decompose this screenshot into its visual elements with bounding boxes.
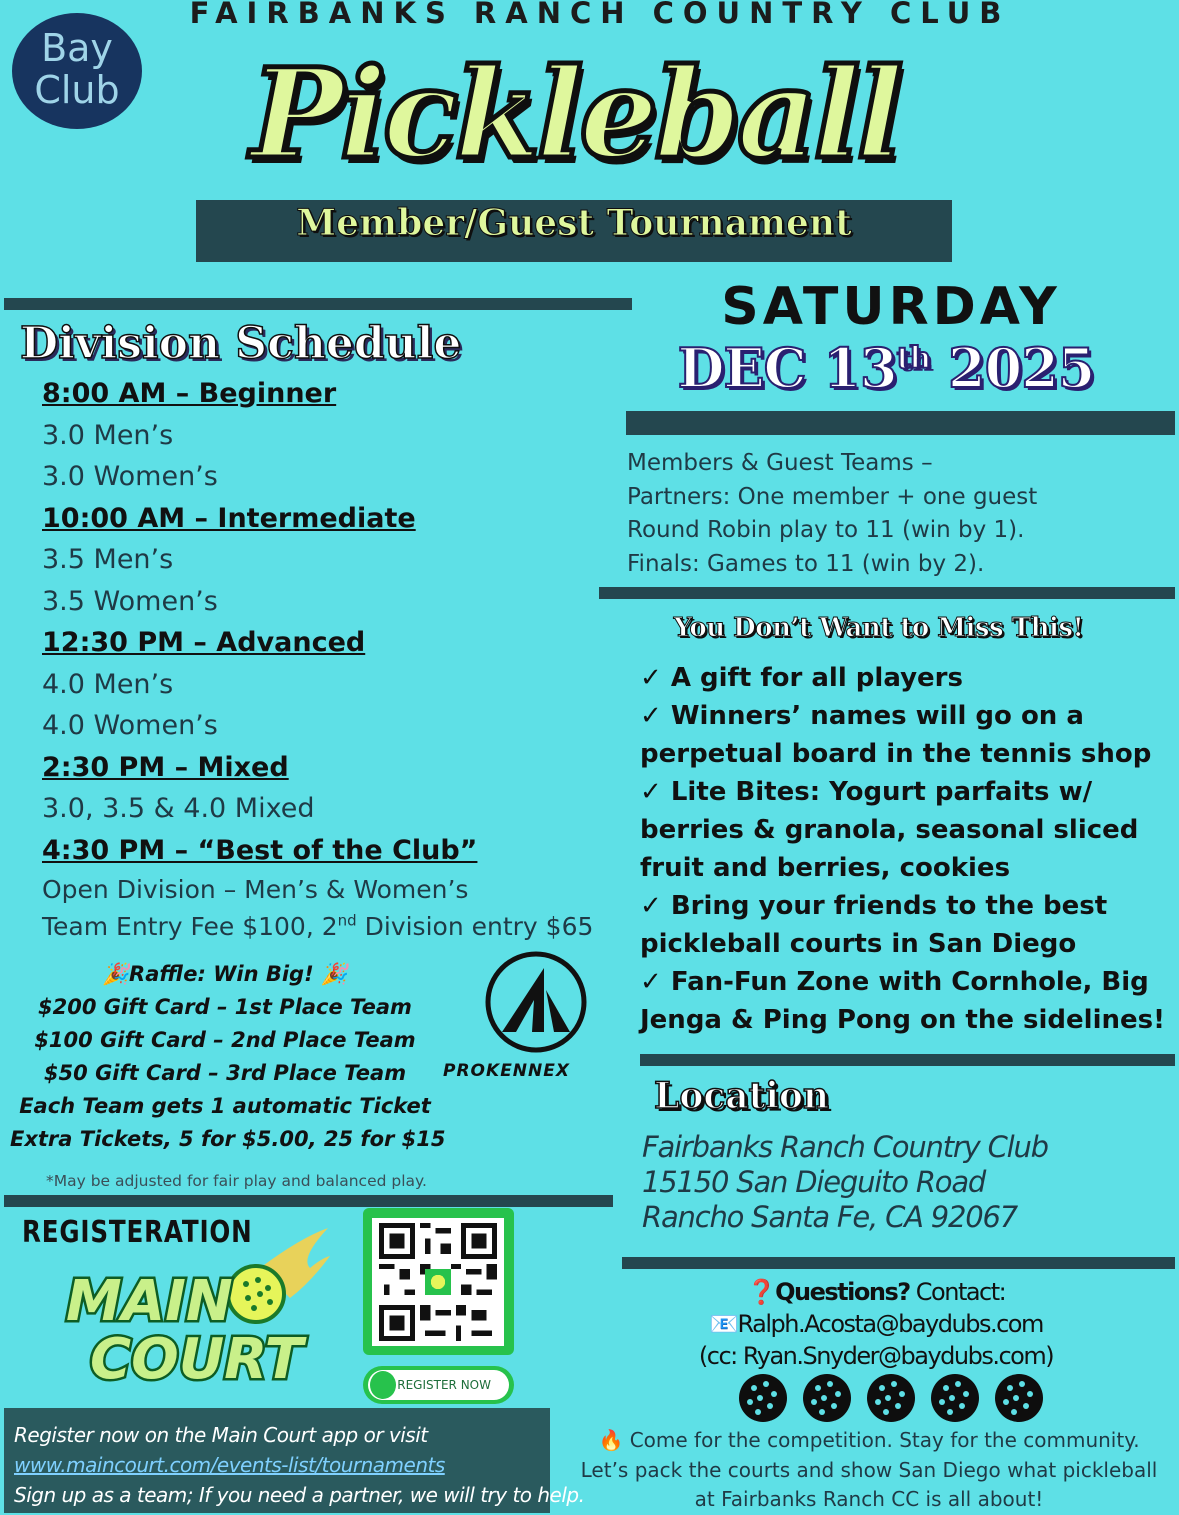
location-address bbox=[642, 1130, 1048, 1235]
prokennex-wordmark bbox=[443, 1061, 570, 1081]
registration-title: REGISTERATION bbox=[22, 1215, 253, 1250]
bay-club-logo-line2: Club bbox=[34, 68, 120, 112]
schedule-line: 2:30 PM – Mixed bbox=[42, 751, 289, 783]
perks-list bbox=[640, 659, 1165, 1039]
closing-line: at Fairbanks Ranch CC is all about! bbox=[694, 1487, 1044, 1511]
schedule-line: 4.0 Men’s bbox=[42, 668, 174, 700]
schedule-line: 4:30 PM – “Best of the Club” bbox=[42, 834, 478, 866]
event-date-suffix: th bbox=[896, 341, 931, 376]
location-line: 15150 San Dieguito Road bbox=[642, 1165, 986, 1199]
perks-title: You Don’t Want to Miss This! bbox=[673, 613, 1084, 643]
bay-club-logo bbox=[12, 13, 142, 129]
event-subtitle: Member/Guest Tournament bbox=[296, 202, 852, 244]
event-date-prefix: DEC 13 bbox=[677, 336, 897, 400]
registration-panel-text bbox=[14, 1420, 584, 1510]
entry-fee-prefix: Team Entry Fee $100, 2 bbox=[42, 912, 338, 941]
qr-code-icon[interactable] bbox=[372, 1218, 504, 1346]
perk-line: pickleball courts in San Diego bbox=[640, 929, 1077, 959]
contact-label: Contact: bbox=[909, 1278, 1006, 1306]
raffle-line: $50 Gift Card – 3rd Place Team bbox=[43, 1061, 407, 1085]
divider-right-location bbox=[622, 1257, 1175, 1269]
entry-fee-suffix: Division entry $65 bbox=[356, 912, 594, 941]
registration-link[interactable]: www.maincourt.com/events-list/tournaments bbox=[14, 1453, 445, 1477]
divider-right-info bbox=[599, 587, 1175, 599]
raffle-note: *May be adjusted for fair play and balanced play. bbox=[46, 1172, 427, 1190]
raffle-title: 🎉Raffle: Win Big! 🎉 bbox=[102, 962, 348, 986]
divider-left-raffle bbox=[4, 1195, 613, 1207]
perk-line: ✓ A gift for all players bbox=[640, 663, 963, 693]
main-court-logo-word1: MAIN bbox=[66, 1269, 233, 1334]
closing-message bbox=[566, 1426, 1172, 1515]
registration-panel-line: Register now on the Main Court app or visit bbox=[14, 1423, 428, 1447]
entry-fee-sup: nd bbox=[337, 911, 357, 930]
perk-line: ✓ Bring your friends to the best bbox=[640, 891, 1108, 921]
closing-line: Let’s pack the courts and show San Diego what pickleball bbox=[580, 1457, 1158, 1482]
divider-right-perks bbox=[640, 1054, 1175, 1066]
divider-right-date bbox=[626, 411, 1175, 435]
perk-line: perpetual board in the tennis shop bbox=[640, 739, 1152, 769]
perk-line: fruit and berries, cookies bbox=[640, 853, 1011, 883]
club-name: FAIRBANKS RANCH COUNTRY CLUB bbox=[189, 0, 1011, 30]
division-schedule bbox=[42, 373, 593, 945]
format-line: Round Robin play to 11 (win by 1). bbox=[627, 517, 1025, 543]
perk-line: Jenga & Ping Pong on the sidelines! bbox=[640, 1005, 1165, 1035]
perk-line: ✓ Lite Bites: Yogurt parfaits w/ bbox=[640, 777, 1093, 807]
format-line: Members & Guest Teams – bbox=[627, 450, 933, 476]
location-title: Location bbox=[654, 1075, 830, 1117]
pickleball-balls-icon bbox=[738, 1372, 1048, 1424]
prokennex-kennex: KENNEX bbox=[486, 1061, 570, 1081]
schedule-line: 3.5 Women’s bbox=[42, 585, 218, 617]
contact-email[interactable]: 📧Ralph.Acosta@baydubs.com bbox=[709, 1310, 1043, 1338]
event-title: Pickleball bbox=[250, 42, 900, 187]
event-year: 2025 bbox=[948, 336, 1095, 400]
schedule-line: 10:00 AM – Intermediate bbox=[42, 502, 416, 534]
prokennex-logo-icon bbox=[484, 950, 588, 1054]
register-now-button[interactable]: REGISTER NOW bbox=[368, 1370, 509, 1400]
raffle-line: Each Team gets 1 automatic Ticket bbox=[19, 1094, 431, 1118]
schedule-line: 4.0 Women’s bbox=[42, 710, 218, 741]
schedule-line: 8:00 AM – Beginner bbox=[42, 378, 337, 409]
location-line: Fairbanks Ranch Country Club bbox=[642, 1130, 1048, 1164]
format-line: Partners: One member + one guest bbox=[627, 483, 1038, 510]
bay-club-logo-line1: Bay bbox=[41, 26, 113, 70]
event-date bbox=[626, 336, 1146, 400]
questions-label: ❓Questions? bbox=[746, 1278, 910, 1306]
schedule-line: 3.0 Women’s bbox=[42, 461, 218, 492]
closing-line: 🔥 Come for the competition. Stay for the community. bbox=[598, 1428, 1140, 1452]
entry-fee-line bbox=[42, 908, 593, 945]
raffle-line: $100 Gift Card – 2nd Place Team bbox=[34, 1028, 416, 1052]
perk-line: berries & granola, seasonal sliced bbox=[640, 815, 1139, 845]
raffle-line: Extra Tickets, 5 for $5.00, 25 for $15 bbox=[10, 1127, 446, 1151]
contact-section bbox=[626, 1276, 1126, 1372]
registration-panel-line: Sign up as a team; If you need a partner, we will try to help. bbox=[14, 1483, 585, 1507]
divider-left-top bbox=[4, 298, 632, 310]
open-division-line: Open Division – Men’s & Women’s bbox=[42, 875, 469, 904]
format-info bbox=[627, 447, 1037, 581]
raffle-line: $200 Gift Card – 1st Place Team bbox=[38, 995, 412, 1019]
schedule-line: 3.5 Men’s bbox=[42, 544, 174, 575]
event-day: SATURDAY bbox=[721, 277, 1061, 337]
questions-line bbox=[626, 1276, 1126, 1308]
main-court-logo-icon bbox=[60, 1228, 335, 1398]
phone-icon bbox=[370, 1371, 396, 1399]
contact-cc-email[interactable]: (cc: Ryan.Snyder@baydubs.com) bbox=[698, 1342, 1054, 1370]
prokennex-pro: PRO bbox=[443, 1061, 487, 1081]
main-court-logo-word2: COURT bbox=[90, 1327, 303, 1392]
perk-line: ✓ Winners’ names will go on a bbox=[640, 701, 1084, 731]
schedule-line: 3.0 Men’s bbox=[42, 419, 174, 451]
format-line: Finals: Games to 11 (win by 2). bbox=[627, 550, 985, 577]
schedule-line: 3.0, 3.5 & 4.0 Mixed bbox=[42, 793, 315, 824]
perk-line: ✓ Fan-Fun Zone with Cornhole, Big bbox=[640, 967, 1149, 997]
raffle-section bbox=[10, 958, 446, 1156]
location-line: Rancho Santa Fe, CA 92067 bbox=[642, 1200, 1018, 1234]
schedule-line: 12:30 PM – Advanced bbox=[42, 627, 366, 658]
division-schedule-title: Division Schedule bbox=[20, 318, 462, 369]
